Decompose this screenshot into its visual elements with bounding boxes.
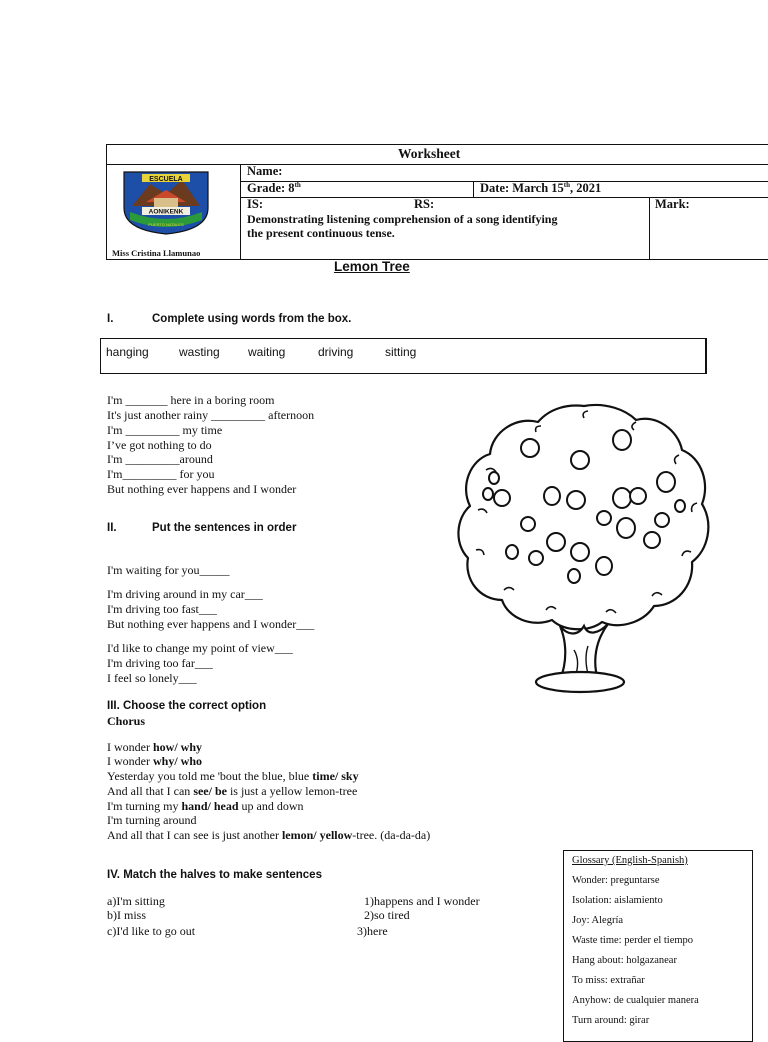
glossary-item: Waste time: perder el tiempo bbox=[572, 935, 694, 946]
grade-field: Grade: 8th bbox=[247, 181, 301, 196]
match-right-item: 3)here bbox=[357, 924, 388, 938]
fill-line: I'm _______ here in a boring room bbox=[107, 393, 275, 407]
glossary-item: Anyhow: de cualquier manera bbox=[572, 995, 699, 1006]
word-box-item: hanging bbox=[106, 345, 149, 359]
order-line: I'm driving around in my car___ bbox=[107, 587, 263, 601]
fill-line: But nothing ever happens and I wonder bbox=[107, 482, 297, 496]
choice-line: I'm turning my hand/ head up and down bbox=[107, 799, 304, 813]
choice-line: I'm turning around bbox=[107, 813, 197, 827]
order-line: I'm waiting for you_____ bbox=[107, 563, 230, 577]
glossary-item: Isolation: aislamiento bbox=[572, 895, 663, 906]
match-right-item: 1)happens and I wonder bbox=[364, 894, 480, 908]
name-label: Name: bbox=[247, 164, 283, 178]
match-right-item: 2)so tired bbox=[364, 908, 410, 922]
fill-line: I'm_________ for you bbox=[107, 467, 215, 481]
fill-line: I'm _________around bbox=[107, 452, 213, 466]
fill-line: I’ve got nothing to do bbox=[107, 438, 212, 452]
order-line: I'm driving too far___ bbox=[107, 656, 213, 670]
choice-line: And all that I can see/ be is just a yellow lemon-tree bbox=[107, 784, 358, 798]
order-line: I'd like to change my point of view___ bbox=[107, 641, 293, 655]
lemon-tree-illustration bbox=[456, 400, 714, 696]
glossary-item: Wonder: preguntarse bbox=[572, 875, 660, 886]
song-title: Lemon Tree bbox=[334, 259, 410, 274]
match-left-item: b)I miss bbox=[107, 908, 146, 922]
glossary-title: Glossary (English-Spanish) bbox=[572, 855, 688, 866]
teacher-name: Miss Cristina Llamunao bbox=[112, 248, 201, 258]
objective-text: Demonstrating listening comprehension of a song identifying the present continuous tense. bbox=[247, 212, 558, 240]
fill-line: I'm _________ my time bbox=[107, 423, 223, 437]
choice-line: I wonder how/ why bbox=[107, 740, 202, 754]
order-line: I feel so lonely___ bbox=[107, 671, 197, 685]
match-left-item: c)I'd like to go out bbox=[107, 924, 196, 938]
date-field: Date: March 15th, 2021 bbox=[480, 181, 602, 196]
chorus-label: Chorus bbox=[107, 714, 146, 728]
word-box-item: driving bbox=[318, 345, 354, 359]
choice-line: I wonder why/ who bbox=[107, 754, 202, 768]
glossary-box bbox=[563, 850, 753, 1042]
rs-label: RS: bbox=[414, 197, 435, 211]
word-box bbox=[100, 338, 707, 374]
school-logo bbox=[120, 168, 212, 236]
order-line: But nothing ever happens and I wonder___ bbox=[107, 617, 315, 631]
section1-heading: I. Complete using words from the box. bbox=[107, 313, 352, 325]
glossary-item: Turn around: girar bbox=[572, 1015, 650, 1026]
logo-top-text: ESCUELA bbox=[149, 176, 183, 183]
word-box-item: waiting bbox=[248, 345, 286, 359]
mark-label: Mark: bbox=[655, 197, 690, 211]
header-table bbox=[106, 144, 768, 260]
order-line: I'm driving too fast___ bbox=[107, 602, 217, 616]
worksheet-title: Worksheet bbox=[398, 146, 461, 161]
section4-heading: IV. Match the halves to make sentences bbox=[107, 869, 322, 881]
glossary-item: Joy: Alegría bbox=[572, 915, 624, 926]
section2-heading: II. Put the sentences in order bbox=[107, 522, 297, 534]
fill-line: It's just another rainy _________ afternoon bbox=[107, 408, 315, 422]
logo-bottom-text: PUERTO NATALES bbox=[148, 222, 184, 227]
word-box-item: sitting bbox=[385, 345, 417, 359]
match-left-item: a)I'm sitting bbox=[107, 894, 165, 908]
word-box-item: wasting bbox=[179, 345, 220, 359]
glossary-item: To miss: extrañar bbox=[572, 975, 645, 986]
choice-line: Yesterday you told me 'bout the blue, blue time/ sky bbox=[107, 769, 359, 783]
choice-line: And all that I can see is just another lemon/ yellow-tree. (da-da-da) bbox=[107, 828, 431, 842]
glossary-item: Hang about: holgazanear bbox=[572, 955, 677, 966]
section3-heading: III. Choose the correct option bbox=[107, 700, 267, 712]
is-label: IS: bbox=[247, 197, 263, 211]
logo-middle-text: AONIKENK bbox=[148, 208, 184, 216]
